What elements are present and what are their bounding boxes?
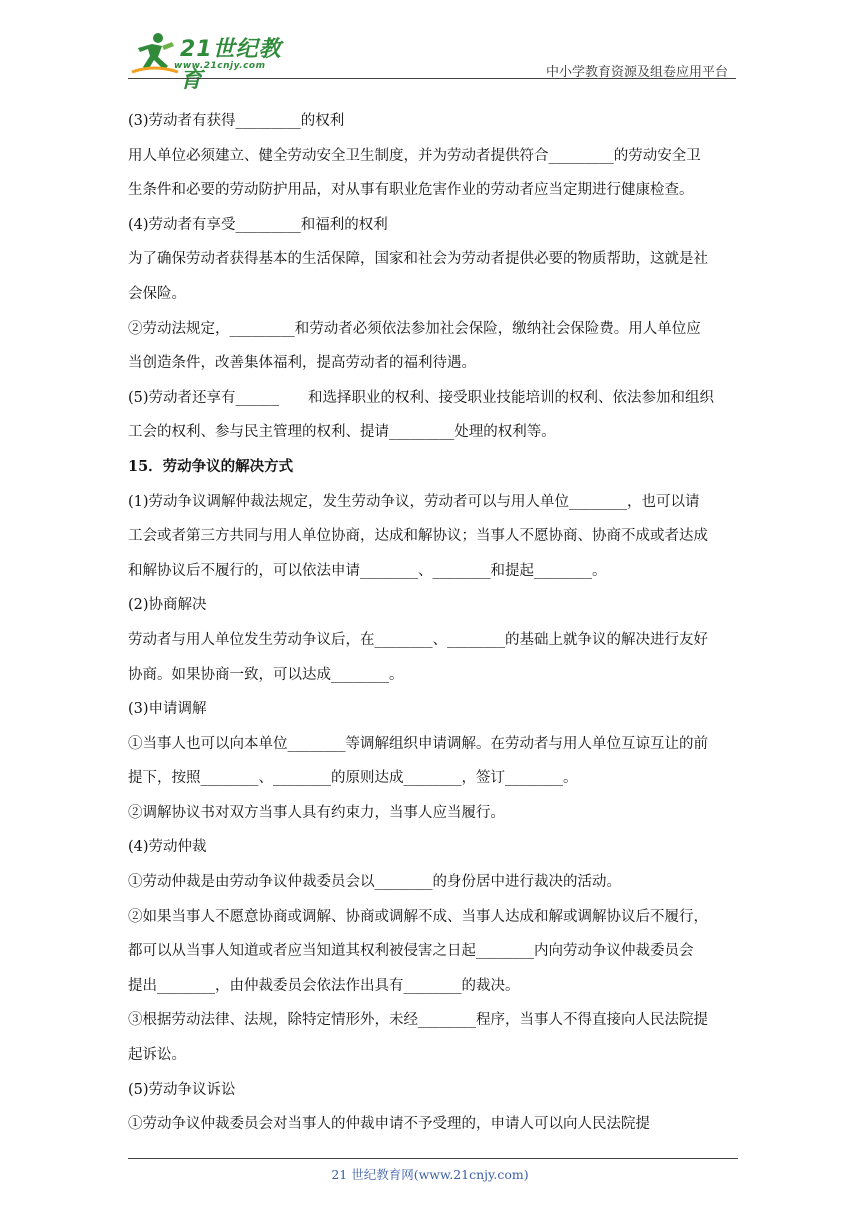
text-line: 提出________，由仲裁委员会依法作出具有________的裁决。 xyxy=(128,977,520,994)
document-body xyxy=(128,104,738,1142)
text-line: ①劳动争议仲裁委员会对当事人的仲裁申请不予受理的，申请人可以向人民法院提 xyxy=(128,1116,650,1133)
text-line: 会保险。 xyxy=(128,285,186,302)
text-line: 生条件和必要的劳动防护用品，对从事有职业危害作业的劳动者应当定期进行健康检查。 xyxy=(128,182,694,199)
text-line: (3)申请调解 xyxy=(128,701,207,718)
text-line: 为了确保劳动者获得基本的生活保障，国家和社会为劳动者提供必要的物质帮助，这就是社 xyxy=(128,251,708,268)
platform-title: 中小学教育资源及组卷应用平台 xyxy=(545,65,728,80)
footer-divider xyxy=(128,1158,738,1159)
header-divider xyxy=(128,78,736,79)
text-line: ③根据劳动法律、法规，除特定情形外，未经________程序，当事人不得直接向人民法院提 xyxy=(128,1012,708,1029)
text-line: 劳动者与用人单位发生劳动争议后，在________、________的基础上就争议的解决进行友好 xyxy=(128,631,708,648)
text-line: ①当事人也可以向本单位________等调解组织申请调解。在劳动者与用人单位互谅互让的前 xyxy=(128,735,708,752)
text-line: 工会或者第三方共同与用人单位协商，达成和解协议；当事人不愿协商、协商不成或者达成 xyxy=(128,528,708,545)
text-line: 提下，按照________、________的原则达成________，签订________。 xyxy=(128,770,578,787)
brand-url: www.21cnjy.com xyxy=(174,61,266,71)
text-line: 起诉讼。 xyxy=(128,1047,186,1064)
text-line: 工会的权利、参与民主管理的权利、提请_________处理的权利等。 xyxy=(128,424,556,441)
brand-logo[interactable] xyxy=(128,30,298,93)
text-line: ①劳动仲裁是由劳动争议仲裁委员会以________的身份居中进行裁决的活动。 xyxy=(128,874,621,891)
footer-text: 21 世纪教育网(www.21cnjy.com) xyxy=(331,1167,529,1182)
text-line: (3)劳动者有获得_________的权利 xyxy=(128,113,345,129)
runner-icon xyxy=(128,30,180,76)
text-line: ②如果当事人不愿意协商或调解、协商或调解不成、当事人达成和解或调解协议后不履行， xyxy=(128,908,708,925)
brand-name: 21世纪教育 xyxy=(180,37,282,93)
text-line: (2)协商解决 xyxy=(128,597,207,614)
text-line: (5)劳动者还享有______ 和选择职业的权利、接受职业技能培训的权利、依法参加和组织 xyxy=(128,389,715,406)
text-line: (1)劳动争议调解仲裁法规定，发生劳动争议，劳动者可以与用人单位________，也可以请 xyxy=(128,493,700,510)
text-line: (5)劳动争议诉讼 xyxy=(128,1081,236,1098)
text-line: (4)劳动仲裁 xyxy=(128,839,207,856)
text-line: 都可以从当事人知道或者应当知道其权利被侵害之日起________内向劳动争议仲裁委员会 xyxy=(128,943,694,960)
text-line: (4)劳动者有享受_________和福利的权利 xyxy=(128,216,388,233)
text-line: 和解协议后不履行的，可以依法申请________、________和提起________。 xyxy=(128,562,607,579)
text-line: 协商。如果协商一致，可以达成________。 xyxy=(128,666,404,683)
text-line: ②调解协议书对双方当事人具有约束力，当事人应当履行。 xyxy=(128,804,505,821)
text-line: 用人单位必须建立、健全劳动安全卫生制度，并为劳动者提供符合_________的劳动安全卫 xyxy=(128,147,701,164)
text-line: ②劳动法规定，_________和劳动者必须依法参加社会保险，缴纳社会保险费。用人单位应 xyxy=(128,320,701,337)
text-line: 当创造条件，改善集体福利，提高劳动者的福利待遇。 xyxy=(128,355,476,372)
section-heading: 15．劳动争议的解决方式 xyxy=(128,457,294,475)
page-header xyxy=(128,30,736,93)
